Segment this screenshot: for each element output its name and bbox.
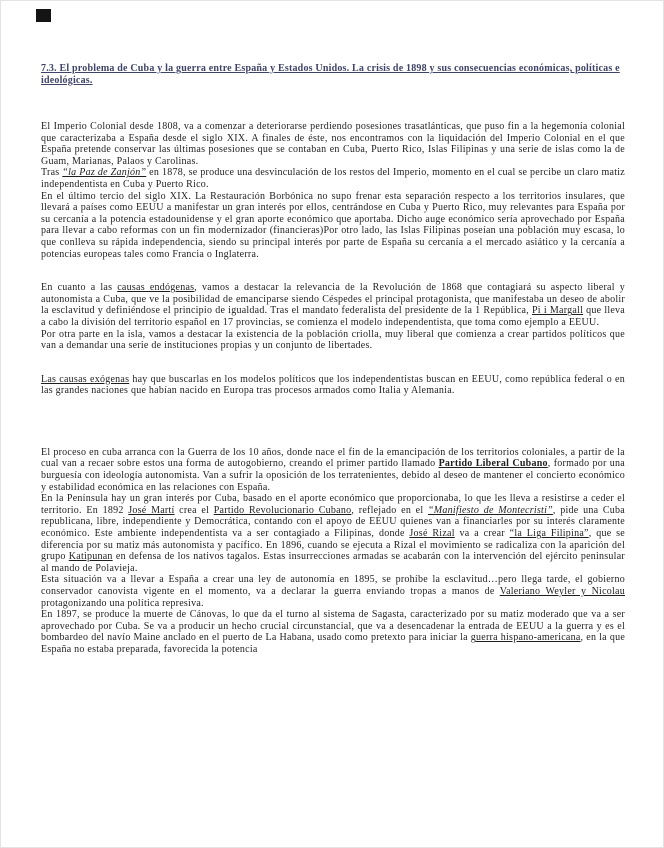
text-run: Por otra parte en la isla, vamos a destacar la existencia de la población criolla, muy liberal que comienza a crear partidos políticos que van a demandar una serie de instituciones propias y un conjunto de libertades.	[41, 328, 625, 352]
underlined-text-run: “la Paz de Zanjón”	[62, 167, 147, 179]
underlined-text-run: Katipunan	[68, 551, 113, 563]
text-run: , vamos a destacar la relevancia de la Revolución de 1868 que contagiará su aspecto liberal y autonomista a Cuba, que ve la posibilidad de emanciparse siendo Céspedes el principal protagonista, que manifestaba un deseo de abolir la esclavitud y definiéndose el principio de igualdad. Tras el mandato federalista del presidente de la 1 República,	[41, 282, 626, 317]
text-run: que lleva a cabo la división del territorio español en 17 provincias, se comienza el modelo independentista, que toma como ejemplo a EEUU.	[41, 305, 625, 328]
document-content	[41, 63, 625, 656]
text-run: Esta situación va a llevar a España a crear una ley de autonomía en 1895, se prohíbe la esclavitud…pero llega tarde, el gobierno conservador canovista vigente en el momento, va a declarar la guerra enviando tropas a manos de	[41, 574, 625, 597]
document-body	[41, 121, 625, 656]
text-run: El Imperio Colonial desde 1808, va a comenzar a deteriorarse perdiendo posesiones trasatlánticas, que puso fin a la hegemonía colonial que caracterizaba a España desde el siglo XIX. A finales de éste, nos encontramos con la liquidación del Imperio Colonial en el que España pretende conservar las últimas posesiones que se contaban en Cuba, Puerto Rico, Islas Filipinas y una serie de islas como la de Guam, Marianas, Palaos y Carolinas.	[41, 121, 625, 167]
paragraph	[41, 374, 625, 397]
text-run: , en la que España no estaba preparada, favorecida la potencia	[41, 632, 626, 655]
paragraph	[41, 609, 625, 655]
paragraph	[41, 447, 625, 493]
underlined-text-run: Pi i Margall	[531, 305, 584, 317]
text-run: En 1897, se produce la muerte de Cánovas, lo que da el turno al sistema de Sagasta, caracterizado por su matiz moderado que va a ser aprovechado por Cuba. Se va a producir un hecho crucial circunstancial, que va a desencadenar la entrada de EEUU a la guerra y es el bombardeo del navío Maine anclado en el puerto de La Habana, usado como pretexto para iniciar la	[41, 609, 625, 644]
text-run: , formado por una burguesía con ideología autonomista. Van a sufrir la oposición de los terratenientes, debido al deseo de mantener el concierto económico y estabilidad económica en las relaciones con España.	[41, 458, 625, 493]
underlined-text-run: Partido Liberal Cubano	[438, 458, 548, 470]
underlined-text-run: Partido Revolucionario Cubano	[213, 504, 352, 516]
document-title: 7.3. El problema de Cuba y la guerra entre España y Estados Unidos. La crisis de 1898 y sus consecuencias económicas, políticas e ideológicas.	[41, 63, 620, 86]
text-run: , que se diferencia por su matiz más autonomista y pacífico. En 1896, cuando se ejecuta a Rizal el movimiento se radicaliza con la aparición del grupo	[41, 528, 625, 563]
underlined-text-run: “Manifiesto de Montecristi”	[428, 504, 553, 516]
underlined-text-run: José Martí	[128, 504, 175, 516]
paragraph	[41, 329, 625, 352]
paragraph	[41, 167, 625, 190]
text-run: Tras	[41, 167, 63, 179]
text-run: , reflejado en el	[351, 504, 428, 516]
underlined-text-run: causas endógenas	[117, 282, 195, 294]
text-run: hay que buscarlas en los modelos políticos que los independentistas buscan en EEUU, como república federal o en las grandes naciones que habían nacido en Europa tras procesos armados como Italia y Alemania.	[41, 373, 625, 397]
paragraph	[41, 574, 625, 609]
text-run: va a crear	[454, 528, 510, 540]
text-run: en defensa de los nativos tagalos. Estas insurrecciones armadas se acabarán con la intervención del ejército peninsular al mando de Polavieja.	[41, 551, 625, 574]
paragraph	[41, 282, 625, 328]
text-run: protagonizando una política represiva.	[41, 597, 204, 609]
text-run: crea el	[174, 504, 214, 516]
paragraph	[41, 121, 625, 167]
text-run: , pide una Cuba republicana, libre, independiente y Democrática, contando con el apoyo de EEUU quienes van a financiarles por su interés claramente económico. Este ambiente independentista va a ser contagiado a Filipinas, donde	[41, 504, 625, 540]
text-run: en 1878, se produce una desvinculación de los restos del Imperio, momento en el cual se percibe un claro matiz independentista en Cuba y Puerto Rico.	[41, 167, 625, 190]
scan-corner-mark	[36, 9, 51, 22]
text-run: El proceso en cuba arranca con la Guerra de los 10 años, donde nace el fin de la emancipación de los territorios coloniales, a partir de la cual van a recaer sobre estos una forma de autogobierno, creando el primer partido llamado	[41, 446, 625, 470]
paragraph	[41, 191, 625, 261]
paragraph	[41, 493, 625, 574]
text-run: En cuanto a las	[41, 282, 118, 294]
text-run: En la Península hay un gran interés por Cuba, basado en el aporte económico que proporcionaba, lo que les lleva a resistirse a ceder el territorio. En 1892	[41, 493, 625, 516]
underlined-text-run: guerra hispano-americana	[470, 632, 581, 644]
underlined-text-run: Las causas exógenas	[41, 373, 130, 385]
text-run: En el último tercio del siglo XIX. La Restauración Borbónica no supo frenar esta separación respecto a los territorios insulares, que llevará a países como EEUU a manifestar un gran interés por ellos, centrándose en Cuba y Puerto Rico, muy relevantes para España por su cercanía a la potencia estadounidense y el gran aporte económico que aportaba. Dicho auge económico sería aprovechado por España para llevar a cabo reformas con un fin modernizador (financieras)Por otro lado, las Islas Filipinas poseían una población muy escasa, lo que conlleva su rápida independencia, siendo su principal interés por parte de España su cercanía a el mercado asiático y la cercanía a potencias europeas tales como Francia o Inglaterra.	[41, 190, 625, 260]
underlined-text-run: “la Liga Filipina”	[509, 528, 589, 540]
underlined-text-run: José Rizal	[409, 528, 455, 540]
underlined-text-run: Valeriano Weyler y Nicolau	[499, 586, 625, 597]
